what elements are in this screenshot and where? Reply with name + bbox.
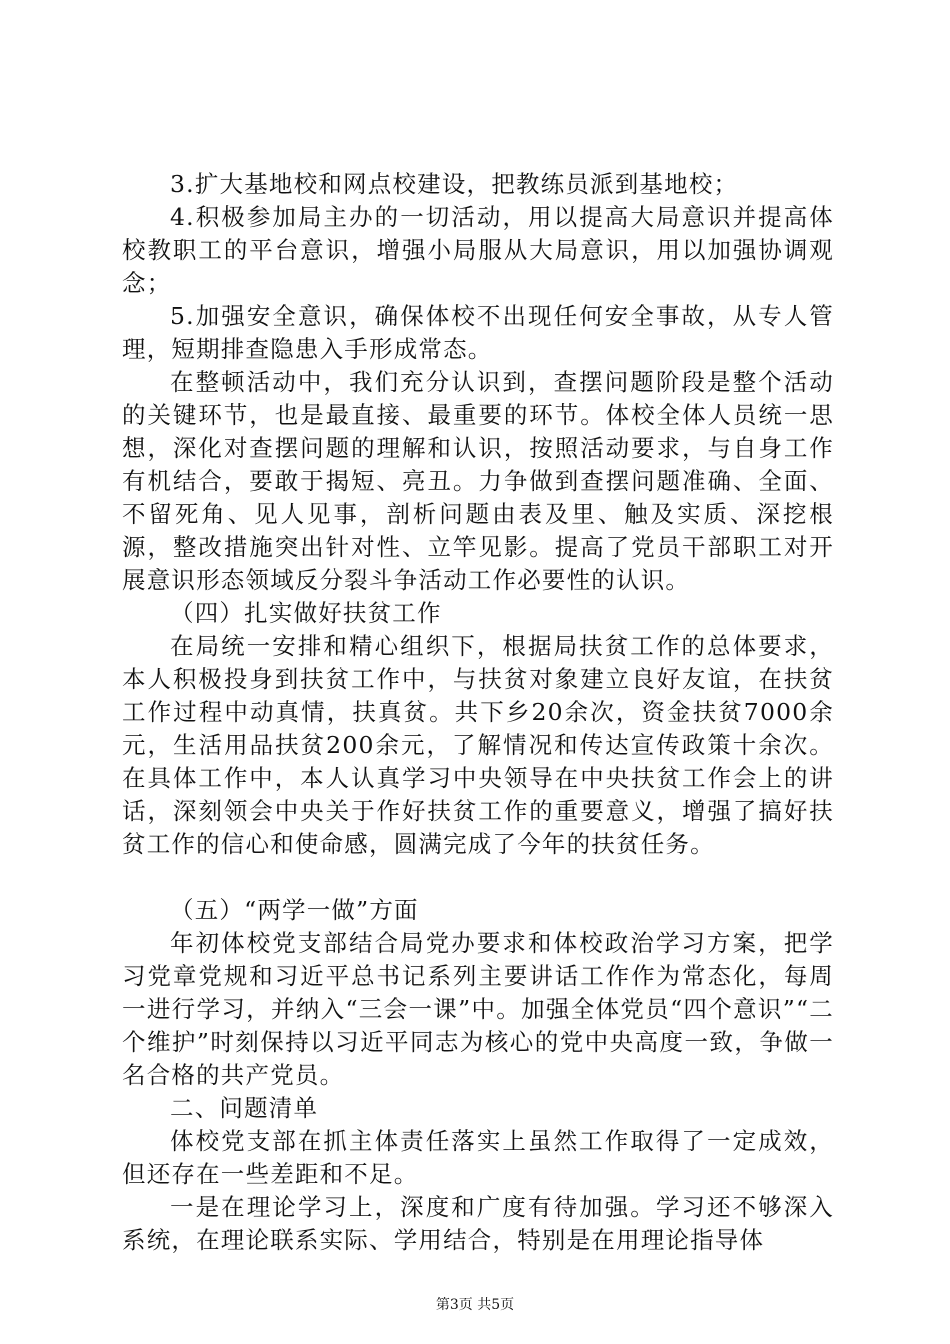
document-body xyxy=(122,168,834,1257)
paragraph-study: 年初体校党支部结合局党办要求和体校政治学习方案，把学习党章党规和习近平总书记系列主要讲话工作作为常态化，每周一进行学习，并纳入“三会一课”中。加强全体党员“四个意识”“二个维护”时刻保持以习近平同志为核心的党中央高度一致，争做一名合格的共产党员。 xyxy=(122,929,834,1089)
section-heading-issues: 二、问题清单 xyxy=(170,1094,319,1122)
paragraph-issues-intro: 体校党支部在抓主体责任落实上虽然工作取得了一定成效，但还存在一些差距和不足。 xyxy=(122,1127,834,1188)
page-number-label: 第3页 共5页 xyxy=(435,1297,515,1313)
section-heading-poverty: （四）扎实做好扶贫工作 xyxy=(170,599,442,627)
paragraph-poverty: 在局统一安排和精心组织下，根据局扶贫工作的总体要求，本人积极投身到扶贫工作中，与扶贫对象建立良好友谊，在扶贫工作过程中动真情，扶真贫。共下乡20余次，资金扶贫7000余元，生活用品扶贫200余元，了解情况和传达宣传政策十余次。在具体工作中，本人认真学习中央领导在中央扶贫工作会上的讲话，深刻领会中央关于作好扶贫工作的重要意义，增强了搞好扶贫工作的信心和使命感，圆满完成了今年的扶贫任务。 xyxy=(122,632,834,858)
page-footer xyxy=(0,1296,950,1314)
paragraph-item-3: 3.扩大基地校和网点校建设，把教练员派到基地校； xyxy=(170,170,739,198)
paragraph-rectification: 在整顿活动中，我们充分认识到，查摆问题阶段是整个活动的关键环节，也是最直接、最重要的环节。体校全体人员统一思想，深化对查摆问题的理解和认识，按照活动要求，与自身工作有机结合，要敢于揭短、亮丑。力争做到查摆问题准确、全面、不留死角、见人见事，剖析问题由表及里、触及实质、深挖根源，整改措施突出针对性、立竿见影。提高了党员干部职工对开展意识形态领域反分裂斗争活动工作必要性的认识。 xyxy=(122,368,834,594)
section-heading-study: （五）“两学一做”方面 xyxy=(170,896,419,924)
paragraph-item-5: 5.加强安全意识，确保体校不出现任何安全事故，从专人管理，短期排查隐患入手形成常态。 xyxy=(122,302,834,363)
paragraph-item-4: 4.积极参加局主办的一切活动，用以提高大局意识并提高体校教职工的平台意识，增强小局服从大局意识，用以加强协调观念； xyxy=(122,203,834,297)
paragraph-issue-one: 一是在理论学习上，深度和广度有待加强。学习还不够深入系统，在理论联系实际、学用结合，特别是在用理论指导体 xyxy=(122,1193,834,1254)
